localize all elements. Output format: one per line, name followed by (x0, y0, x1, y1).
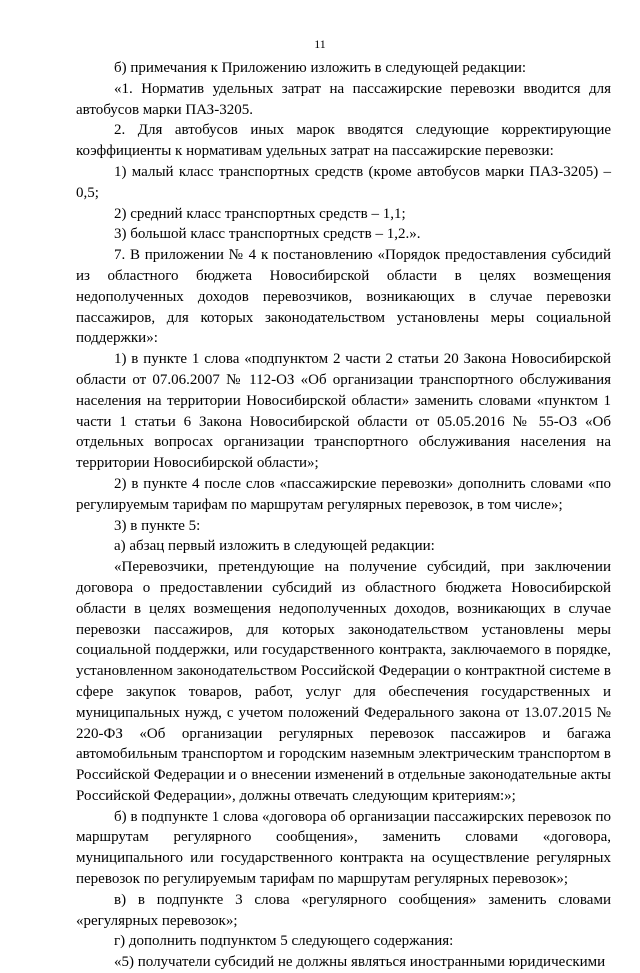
paragraph-item-1: 1) в пункте 1 слова «подпунктом 2 части 2 статьи 20 Закона Новосибирской области от 07.06.2007 № 112-ОЗ «Об организации транспортного обслуживания населения на территории Новосибирской области» заменить словами «пунктом 1 части 1 статьи 6 Закона Новосибирской области от 05.05.2016 № 55-ОЗ «Об отдельных вопросах организации транспортного обслуживания населения на территории Новосибирской области»; (76, 351, 611, 472)
page-number: 11 (314, 37, 326, 51)
paragraph-sub-b: б) в подпункте 1 слова «договора об организации пассажирских перевозок по маршрутам регулярного сообщения», заменить словами «договора, муниципального или государственного контракта на осуществление регулярных перевозок по регулируемым тарифам по маршрутам регулярных перевозок»; (76, 808, 611, 888)
paragraph-other-brands: 2. Для автобусов иных марок вводятся следующие корректирующие коэффициенты к нормативам удельных затрат на пассажирские перевозки: (76, 122, 611, 160)
paragraph-large-class: 3) большой класс транспортных средств – 1,2.». (114, 226, 421, 243)
paragraph-appendix-4: 7. В приложении № 4 к постановлению «Порядок предоставления субсидий из областного бюджета Новосибирской области в целях возмещения недополученных доходов перевозчиков, возникающих в случае перевозки пассажиров, для которых законодательством установлены меры социальной поддержки»: (76, 247, 611, 347)
paragraph-b-notes: б) примечания к Приложению изложить в следующей редакции: (114, 60, 527, 76)
paragraph-sub-v: в) в подпункте 3 слова «регулярного сообщения» заменить словами «регулярных перевозок»; (76, 891, 611, 929)
paragraph-item-3: 3) в пункте 5: (114, 517, 201, 534)
paragraph-medium-class: 2) средний класс транспортных средств – 1,1; (114, 205, 406, 222)
paragraph-item-2: 2) в пункте 4 после слов «пассажирские перевозки» дополнить словами «по регулируемым тарифам по маршрутам регулярных перевозок, в том числе»; (76, 475, 611, 513)
paragraph-norm-paz: «1. Норматив удельных затрат на пассажирские перевозки вводится для автобусов марки ПАЗ-3205. (76, 80, 611, 118)
paragraph-small-class: 1) малый класс транспортных средств (кроме автобусов марки ПАЗ-3205) – 0,5; (76, 163, 611, 201)
paragraph-sub-a: а) абзац первый изложить в следующей редакции: (114, 538, 435, 555)
document-body (76, 58, 611, 973)
paragraph-item-5: «5) получатели субсидий не должны являться иностранными юридическими (114, 954, 606, 971)
paragraph-sub-g: г) дополнить подпунктом 5 следующего содержания: (114, 933, 454, 950)
paragraph-carriers: «Перевозчики, претендующие на получение субсидий, при заключении договора о предоставлении субсидий из областного бюджета Новосибирской области в целях возмещения недополученных доходов, возникающих в случае перевозки пассажиров, для которых законодательством установлены меры социальной поддержки, или государственного контракта, заключаемого в порядке, установленном законодательством Российской Федерации о контрактной системе в сфере закупок товаров, работ, услуг для обеспечения государственных и муниципальных нужд, с учетом положений Федерального закона от 13.07.2015 № 220-ФЗ «Об организации регулярных перевозок пассажиров и багажа автомобильным транспортом и городским наземным электрическим транспортом в Российской Федерации и о внесении изменений в отдельные законодательные акты Российской Федерации», должны отвечать следующим критериям:»; (76, 559, 611, 804)
